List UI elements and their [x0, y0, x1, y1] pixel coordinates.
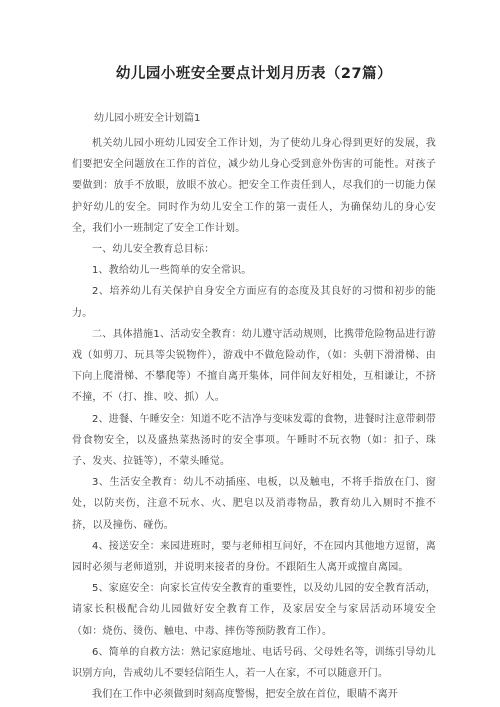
paragraph-goal-2: 2、培养幼儿有关保护自身安全方面应有的态度及其良好的习惯和初步的能力。 — [72, 286, 436, 319]
paragraph-measure-activity: 二、具体措施1、活动安全教育：幼儿遵守活动规则，比携带危险物品进行游戏（如剪刀、玩具等尖锐物件），游戏中不做危险动作，（如：头朝下滑滑梯、由下向上爬滑梯、不攀爬等）不擅自离开集体，同伴间友好相处，互相谦让，不挤不撞，不（打、推、咬、抓）人。 — [72, 328, 436, 404]
paragraph-measure-self-rescue: 6、简单的自救方法：熟记家庭地址、电话号码、父母姓名等，训练引导幼儿识别方向，告戒幼儿不要轻信陌生人，若一人在家，不可以随意开门。 — [72, 646, 436, 680]
section-subtitle: 幼儿园小班安全计划篇1 — [94, 113, 201, 124]
paragraph-measure-daily-life: 3、生活安全教育：幼儿不动插座、电板，以及触电，不将手指放在门、窗处，以防夹伤，注意不玩水、火、肥皂以及消毒物品，教育幼儿入厕时不推不挤，以及撞伤、碰伤。 — [72, 477, 436, 531]
paragraph-goal-1: 1、教给幼儿一些简单的安全常识。 — [92, 265, 252, 277]
paragraph-measure-meal-nap: 2、进餐、午睡安全：知道不吃不洁净与变味发霉的食物，进餐时注意带刺带骨食物安全，以及盛热菜热汤时的安全事项。午睡时不玩衣物（如：扣子、珠子、发夹、拉链等），不蒙头睡觉。 — [72, 413, 436, 468]
paragraph-closing: 我们在工作中必须做到时刻高度警惕，把安全放在首位，眼睛不离开 — [92, 689, 398, 701]
paragraph-goal-heading: 一、幼儿安全教育总目标： — [92, 244, 215, 256]
page-title: 幼儿园小班安全要点计划月历表（27篇） — [115, 66, 393, 82]
paragraph-intro: 机关幼儿园小班幼儿园安全工作计划，为了使幼儿身心得到更好的发展，我们要把安全问题放在工作的首位，减少幼儿身心受到意外伤害的可能性。对孩子要做到：放手不放眼，放眼不放心。把安全工作责任到人，尽我们的一切能力保护好幼儿的安全。同时作为幼儿安全工作的第一责任人，为确保幼儿的身心安全，我们小一班制定了安全工作计划。 — [72, 138, 436, 234]
paragraph-measure-pickup: 4、接送安全：来园进班时，要与老师相互问好，不在园内其他地方逗留，离园时必须与老师道别，并说明来接者的身份。不跟陌生人离开或擅自离园。 — [72, 540, 436, 574]
paragraph-measure-family: 5、家庭安全：向家长宣传安全教育的重要性，以及幼儿园的安全教育活动，请家长积极配合幼儿园做好安全教育工作，及家居安全与家居活动环境安全（如：烧伤、烫伤、触电、中毒、摔伤等预防教育工作）。 — [72, 583, 436, 637]
